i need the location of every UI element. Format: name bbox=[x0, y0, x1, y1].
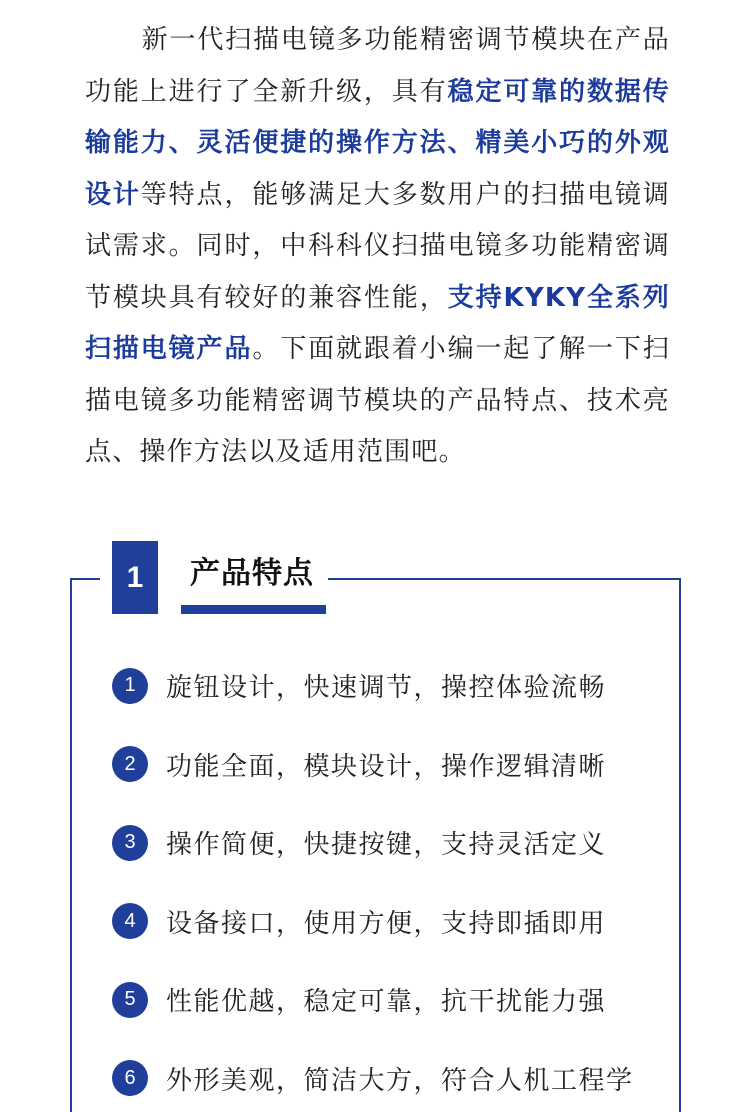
feature-text: 操作简便，快捷按键，支持灵活定义 bbox=[166, 830, 607, 861]
feature-number-badge: 3 bbox=[112, 825, 148, 861]
feature-item-2 bbox=[112, 745, 634, 784]
feature-text: 功能全面，模块设计，操作逻辑清晰 bbox=[166, 751, 607, 782]
intro-highlight-1: 稳定可靠的数据传输能力、灵活便捷的操作方法、精美小巧的外观设计 bbox=[85, 76, 670, 210]
feature-text: 设备接口，使用方便，支持即插即用 bbox=[166, 908, 607, 939]
feature-item-5 bbox=[112, 980, 634, 1019]
feature-list bbox=[112, 666, 634, 1112]
feature-text: 性能优越，稳定可靠，抗干扰能力强 bbox=[166, 987, 607, 1018]
feature-item-1 bbox=[112, 666, 634, 705]
feature-number-badge: 4 bbox=[112, 903, 148, 939]
section-title: 产品特点 bbox=[190, 556, 314, 591]
intro-highlight-2: 支持KYKY全系列扫描电镜产品 bbox=[85, 282, 670, 364]
section-title-underline bbox=[181, 605, 326, 614]
intro-text-1: 新一代扫描电镜多功能精密调节模块在产品功能上进行了全新升级，具有 bbox=[85, 25, 670, 107]
feature-item-3 bbox=[112, 823, 634, 862]
feature-number-badge: 2 bbox=[112, 746, 148, 782]
intro-text-2: 等特点，能够满足大多数用户的扫描电镜调试需求。同时，中科科仪扫描电镜多功能精密调节模块具有较好的兼容性能， bbox=[85, 179, 670, 313]
feature-number-badge: 6 bbox=[112, 1060, 148, 1096]
intro-paragraph bbox=[85, 15, 670, 479]
feature-text: 外形美观，简洁大方，符合人机工程学 bbox=[166, 1065, 634, 1096]
feature-item-4 bbox=[112, 902, 634, 941]
feature-text: 旋钮设计，快速调节，操控体验流畅 bbox=[166, 673, 607, 703]
feature-item-6 bbox=[112, 1059, 634, 1098]
section-number-badge: 1 bbox=[112, 541, 158, 614]
feature-number-badge: 1 bbox=[112, 668, 148, 704]
intro-text-3: 。下面就跟着小编一起了解一下扫描电镜多功能精密调节模块的产品特点、技术亮点、操作方法以及适用范围吧。 bbox=[85, 334, 670, 467]
feature-number-badge: 5 bbox=[112, 982, 148, 1018]
